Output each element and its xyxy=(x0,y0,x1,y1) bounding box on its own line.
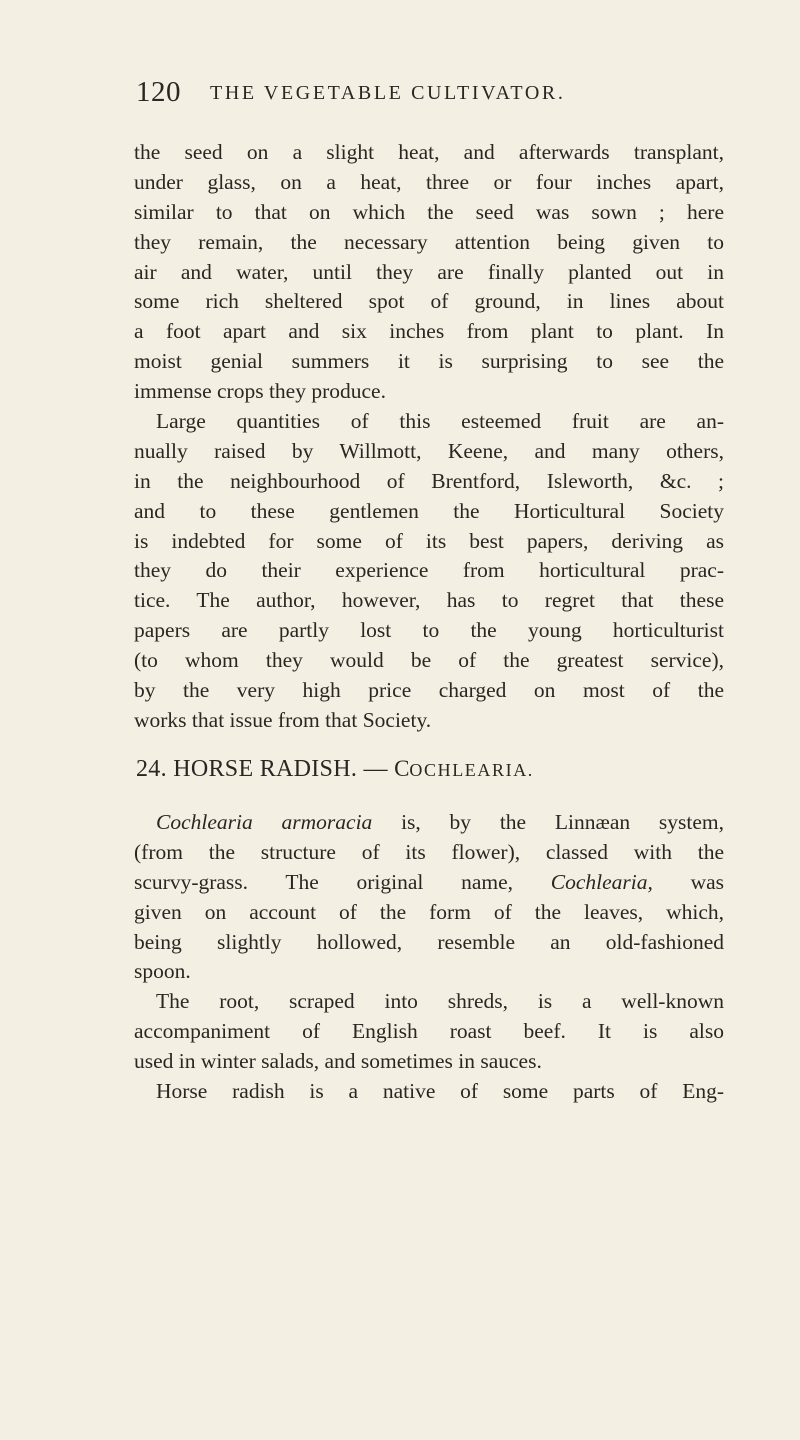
text-line xyxy=(134,868,724,898)
text-line: Horse radish is a native of some parts of Eng- xyxy=(156,1079,724,1104)
text-line: immense crops they produce. xyxy=(134,379,386,404)
text-line: Large quantities of this esteemed fruit are an- xyxy=(156,409,724,434)
running-title: THE VEGETABLE CULTIVATOR. xyxy=(210,82,566,104)
text-span: is, by the Linnæan system, xyxy=(372,810,724,834)
text-line: given on account of the form of the leaves, which, xyxy=(134,899,724,924)
body-text-bottom xyxy=(134,808,724,1107)
section-genus-initial: C xyxy=(394,756,410,781)
text-line: (to whom they would be of the greatest service), xyxy=(134,648,724,673)
section-title: HORSE RADISH. — xyxy=(173,756,388,782)
section-genus xyxy=(394,756,534,781)
text-line: nually raised by Willmott, Keene, and many others, xyxy=(134,438,724,463)
text-line: and to these gentlemen the Horticultural Society xyxy=(134,498,724,523)
text-line: moist genial summers it is surprising to see the xyxy=(134,349,724,374)
page-number: 120 xyxy=(136,76,181,108)
text-line xyxy=(134,808,724,838)
section-number: 24. xyxy=(136,756,167,782)
text-line: The root, scraped into shreds, is a well-known xyxy=(156,989,724,1014)
text-line: accompaniment of English roast beef. It is also xyxy=(134,1019,724,1044)
text-line: tice. The author, however, has to regret that these xyxy=(134,588,724,613)
text-line: they do their experience from horticultural prac- xyxy=(134,558,724,583)
latin-name: Cochlearia armoracia xyxy=(156,810,373,834)
body-text-top xyxy=(134,138,724,736)
section-heading xyxy=(136,756,736,783)
text-span: was xyxy=(652,869,725,894)
page-header xyxy=(136,76,736,116)
text-line: they remain, the necessary attention being given to xyxy=(134,229,724,254)
text-line: papers are partly lost to the young horticulturist xyxy=(134,618,724,643)
text-line: is indebted for some of its best papers, deriving as xyxy=(134,528,724,553)
text-line: used in winter salads, and sometimes in sauces. xyxy=(134,1049,542,1074)
text-line: being slightly hollowed, resemble an old-fashioned xyxy=(134,929,724,954)
text-line: the seed on a slight heat, and afterwards transplant, xyxy=(134,140,724,164)
section-genus-rest: OCHLEARIA. xyxy=(409,760,534,780)
text-line: similar to that on which the seed was sown ; here xyxy=(134,199,724,224)
text-line: air and water, until they are finally planted out in xyxy=(134,259,724,284)
text-line: spoon. xyxy=(134,959,191,984)
text-line: in the neighbourhood of Brentford, Isleworth, &c. ; xyxy=(134,468,724,493)
latin-name: Cochlearia, xyxy=(550,869,653,894)
text-line: a foot apart and six inches from plant to plant. In xyxy=(134,319,724,344)
text-line: by the very high price charged on most of the xyxy=(134,678,724,703)
text-line: under glass, on a heat, three or four inches apart, xyxy=(134,169,724,194)
text-line: (from the structure of its flower), classed with the xyxy=(134,839,724,864)
text-line: works that issue from that Society. xyxy=(134,707,432,732)
text-line: some rich sheltered spot of ground, in lines about xyxy=(134,289,724,314)
text-span: scurvy-grass. The original name, xyxy=(134,869,551,894)
